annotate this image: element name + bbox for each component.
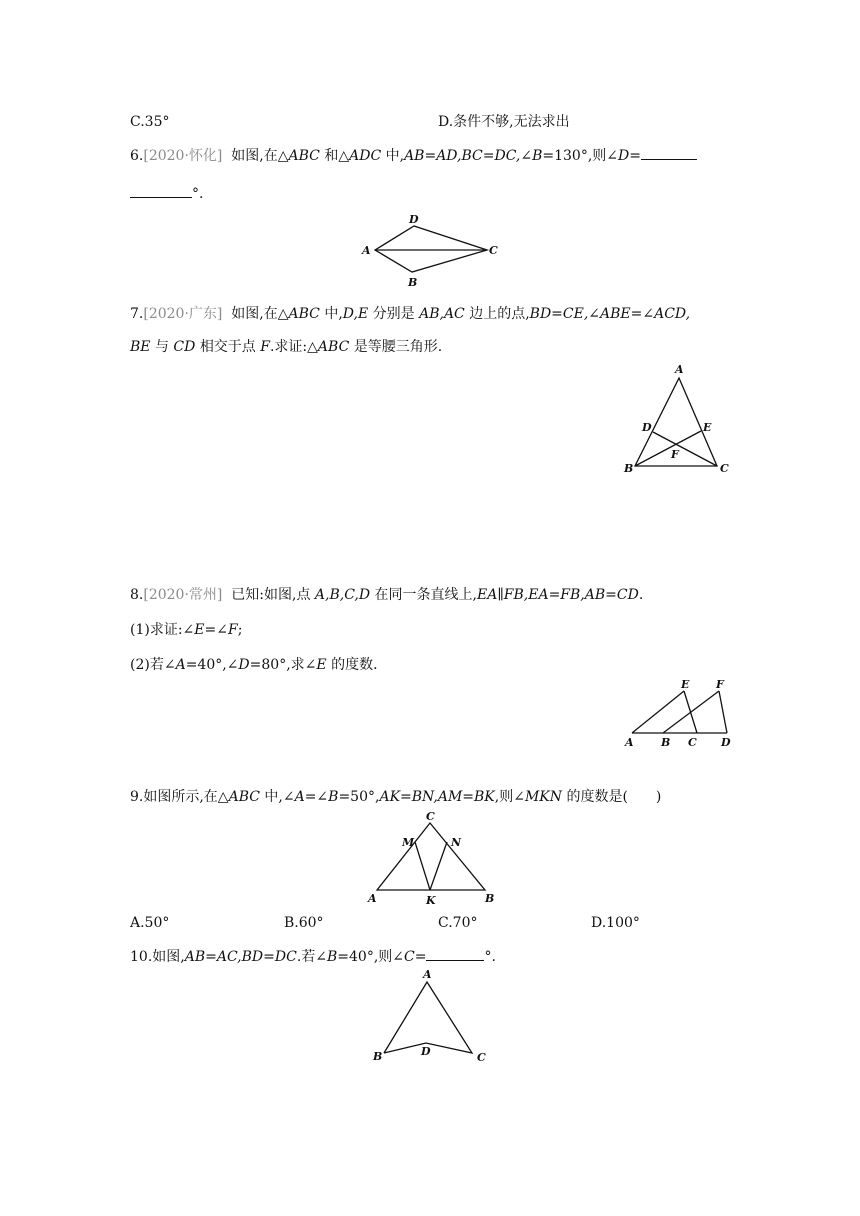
- q9-option-a[interactable]: A.50°: [130, 915, 170, 931]
- q9-label-b: B: [485, 892, 495, 905]
- q6-label-d: D: [409, 213, 419, 226]
- q10-text: °.: [484, 949, 496, 965]
- q7-math: ABC: [288, 306, 320, 322]
- q7-text: 边上的点,: [469, 306, 530, 322]
- q6-math: ADC: [349, 148, 382, 164]
- q10-dart-shape: [384, 982, 472, 1053]
- q9-math: A=∠B: [294, 789, 339, 805]
- q5-option-c: C.35°: [130, 114, 170, 130]
- q9-math: AK=BN,AM=BK: [379, 789, 495, 805]
- q8-label-f: F: [716, 678, 724, 691]
- q9-label-n: N: [451, 836, 462, 849]
- q9-option-d[interactable]: D.100°: [591, 915, 640, 931]
- q7-text: 是等腰三角形.: [353, 339, 443, 355]
- q10-math: AB=AC,BD=DC: [184, 949, 297, 965]
- q8-text: .: [638, 587, 644, 603]
- q8-text: ;: [237, 622, 243, 638]
- q6-text: 中,: [385, 148, 405, 164]
- q9-label-k: K: [426, 894, 436, 907]
- q6-text: 和△: [324, 148, 350, 164]
- q8-label-e: E: [681, 678, 690, 691]
- q9-label-c: C: [426, 810, 435, 823]
- q9-option-c[interactable]: C.70°: [438, 915, 478, 931]
- q7-math: BE: [130, 339, 151, 355]
- q8-text: =40°,∠: [185, 657, 239, 673]
- q8-math: EA∥FB,EA=FB,AB=CD: [477, 587, 639, 603]
- q7-text: 中,: [324, 306, 343, 322]
- q10-label-d: D: [421, 1045, 431, 1058]
- q7-math: AB,AC: [419, 306, 465, 322]
- q8-label-a: A: [625, 736, 634, 749]
- q8-math: F: [227, 622, 238, 638]
- q8-text: 已知:如图,点: [231, 587, 311, 603]
- q9-text: 如图所示,在△: [143, 789, 229, 805]
- q7-source: [2020·广东]: [143, 306, 223, 322]
- q7-label-f: F: [671, 448, 679, 461]
- q6-math: D: [618, 148, 630, 164]
- q9-math: MKN: [524, 789, 563, 805]
- q8-math: A,B,C,D: [314, 587, 371, 603]
- q10-math: C: [404, 949, 415, 965]
- q10-label-b: B: [373, 1050, 383, 1063]
- q6-label-b: B: [408, 276, 418, 289]
- q10-label-c: C: [477, 1051, 486, 1064]
- q6-number: 6.: [130, 148, 144, 164]
- q6-text: =: [629, 148, 641, 164]
- q8-number: 8.: [130, 587, 144, 603]
- q8-math: D: [238, 657, 250, 673]
- q8-math: E: [194, 622, 205, 638]
- q8-text: 的度数.: [331, 657, 378, 673]
- q7-number: 7.: [130, 306, 144, 322]
- q7-math: ABC: [317, 339, 350, 355]
- q8-math: E: [316, 657, 327, 673]
- q6-text: =130°,则∠: [542, 148, 619, 164]
- q7-math: BD=CE,∠ABE=∠ACD,: [529, 306, 691, 322]
- q7-label-b: B: [624, 462, 634, 475]
- q9-label-a: A: [368, 892, 377, 905]
- q10-text: =40°,则∠: [337, 949, 405, 965]
- q8-text: 在同一条直线上,: [374, 587, 477, 603]
- q7-label-e: E: [703, 421, 712, 434]
- q7-label-c: C: [720, 462, 729, 475]
- q9-text: 的度数是( ): [566, 789, 662, 805]
- q7-label-d: D: [642, 421, 652, 434]
- q7-text: 如图,在△: [231, 306, 289, 322]
- q7-text: 相交于点: [199, 339, 256, 355]
- q7-text: .求证:△: [269, 339, 318, 355]
- q8-source: [2020·常州]: [143, 587, 223, 603]
- q8-text: =∠: [204, 622, 228, 638]
- q9-label-m: M: [402, 836, 415, 849]
- q10-text: =: [414, 949, 427, 965]
- q9-text: =50°,: [338, 789, 380, 805]
- q6-label-a: A: [362, 244, 371, 257]
- q5-option-d: D.条件不够,无法求出: [438, 114, 570, 130]
- q8-text: (1)求证:∠: [130, 622, 195, 638]
- q6-math: AB=AD,BC=DC,∠B: [404, 148, 543, 164]
- q7-math: D,E: [342, 306, 369, 322]
- q8-text: =80°,求∠: [249, 657, 317, 673]
- q10-number: 10.: [130, 949, 153, 965]
- q6-source: [2020·怀化]: [143, 148, 223, 164]
- q9-text: 中,∠: [264, 789, 295, 805]
- q9-math: ABC: [228, 789, 260, 805]
- q7-math: F: [260, 339, 270, 355]
- q10-label-a: A: [423, 968, 432, 981]
- q6-label-c: C: [489, 244, 498, 257]
- q6-math: ABC: [288, 148, 320, 164]
- q7-text: 与: [154, 339, 169, 355]
- q10-text: .若∠: [296, 949, 327, 965]
- q9-number: 9.: [130, 789, 144, 805]
- q8-label-c: C: [688, 736, 697, 749]
- q10-math: B: [327, 949, 338, 965]
- q9-option-b[interactable]: B.60°: [284, 915, 324, 931]
- q7-math: CD: [173, 339, 196, 355]
- q8-math: A: [175, 657, 186, 673]
- q7-text: 分别是: [372, 306, 415, 322]
- q9-text: ,则∠: [494, 789, 525, 805]
- q8-label-d: D: [721, 736, 731, 749]
- q8-text: (2)若∠: [130, 657, 176, 673]
- q6-text: 如图,在△: [231, 148, 289, 164]
- q8-label-b: B: [661, 736, 671, 749]
- q6-text: °.: [192, 186, 204, 202]
- q7-label-a: A: [675, 363, 684, 376]
- q10-text: 如图,: [152, 949, 185, 965]
